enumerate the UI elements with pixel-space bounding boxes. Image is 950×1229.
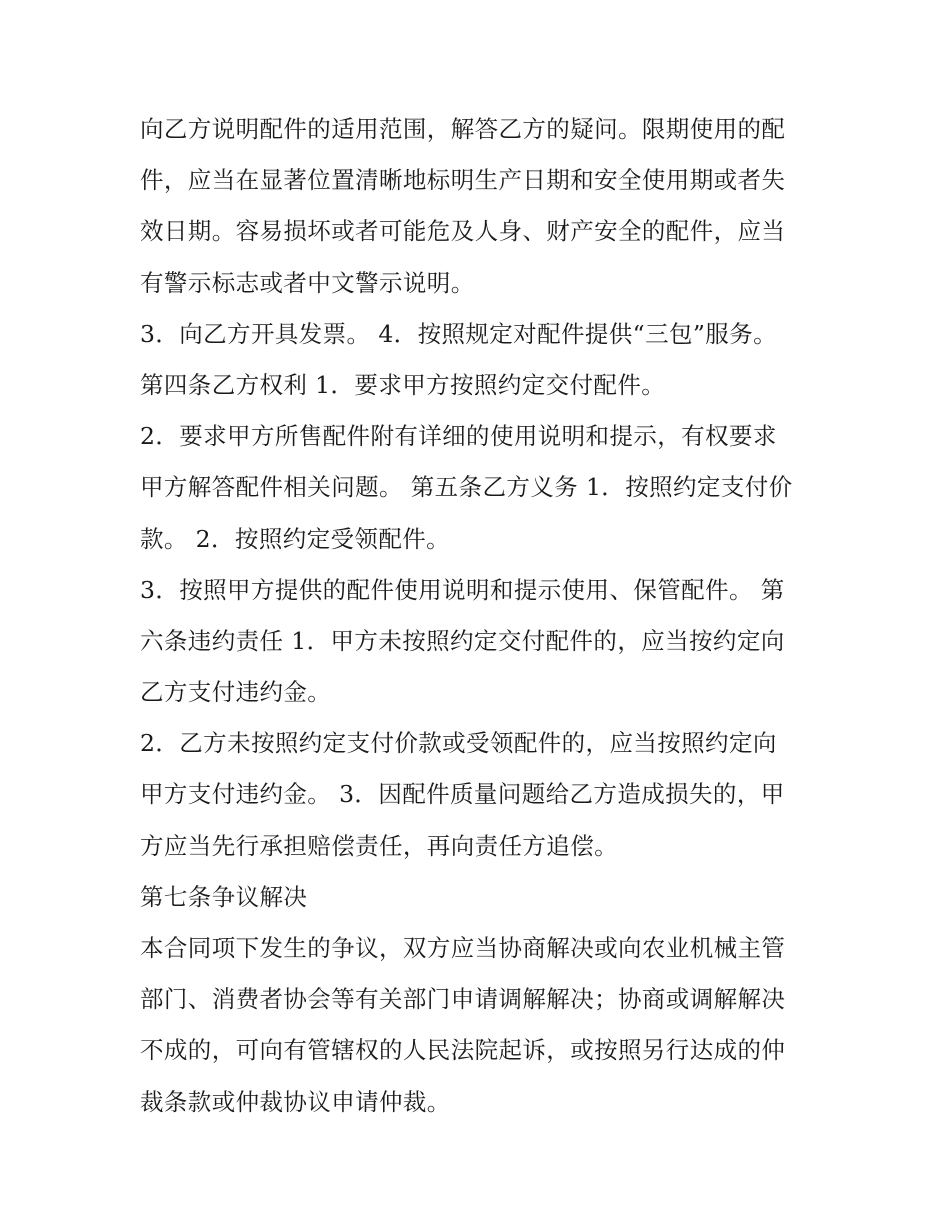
text-line: 3．向乙方开具发票。 4．按照规定对配件提供“三包”服务。 bbox=[140, 319, 777, 348]
text-line: 本合同项下发生的争议，双方应当协商解决或向农业机械主管 bbox=[140, 934, 786, 962]
text-line: 2．要求甲方所售配件附有详细的使用说明和提示，有权要求 bbox=[140, 422, 777, 451]
text-line: 款。 2．按照约定受领配件。 bbox=[140, 524, 451, 553]
text-line: 不成的，可向有管辖权的人民法院起诉，或按照另行达成的仲 bbox=[140, 1036, 786, 1065]
text-line: 乙方支付违约金。 bbox=[140, 678, 332, 707]
text-line: 方应当先行承担赔偿责任，再向责任方追偿。 bbox=[140, 831, 618, 860]
text-line: 甲方解答配件相关问题。 第五条乙方义务 1．按照约定支付价 bbox=[140, 473, 793, 502]
section-heading: 第七条争议解决 bbox=[140, 882, 308, 911]
text-line: 2．乙方未按照约定支付价款或受领配件的，应当按照约定向 bbox=[140, 729, 777, 758]
text-line: 甲方支付违约金。 3．因配件质量问题给乙方造成损失的，甲 bbox=[140, 780, 785, 809]
text-line: 六条违约责任 1．甲方未按照约定交付配件的，应当按约定向 bbox=[140, 626, 785, 655]
text-line: 部门、消费者协会等有关部门申请调解解决；协商或调解解决 bbox=[140, 985, 786, 1014]
text-line: 有警示标志或者中文警示说明。 bbox=[140, 268, 475, 297]
text-line: 3．按照甲方提供的配件使用说明和提示使用、保管配件。 第 bbox=[140, 575, 785, 604]
text-line: 第四条乙方权利 1．要求甲方按照约定交付配件。 bbox=[140, 370, 666, 399]
text-line: 裁条款或仲裁协议申请仲裁。 bbox=[140, 1087, 451, 1116]
text-line: 向乙方说明配件的适用范围，解答乙方的疑问。限期使用的配 bbox=[140, 115, 786, 143]
document-body bbox=[140, 104, 820, 1128]
text-line: 效日期。容易损坏或者可能危及人身、财产安全的配件，应当 bbox=[140, 217, 786, 246]
text-line: 件，应当在显著位置清晰地标明生产日期和安全使用期或者失 bbox=[140, 166, 786, 195]
